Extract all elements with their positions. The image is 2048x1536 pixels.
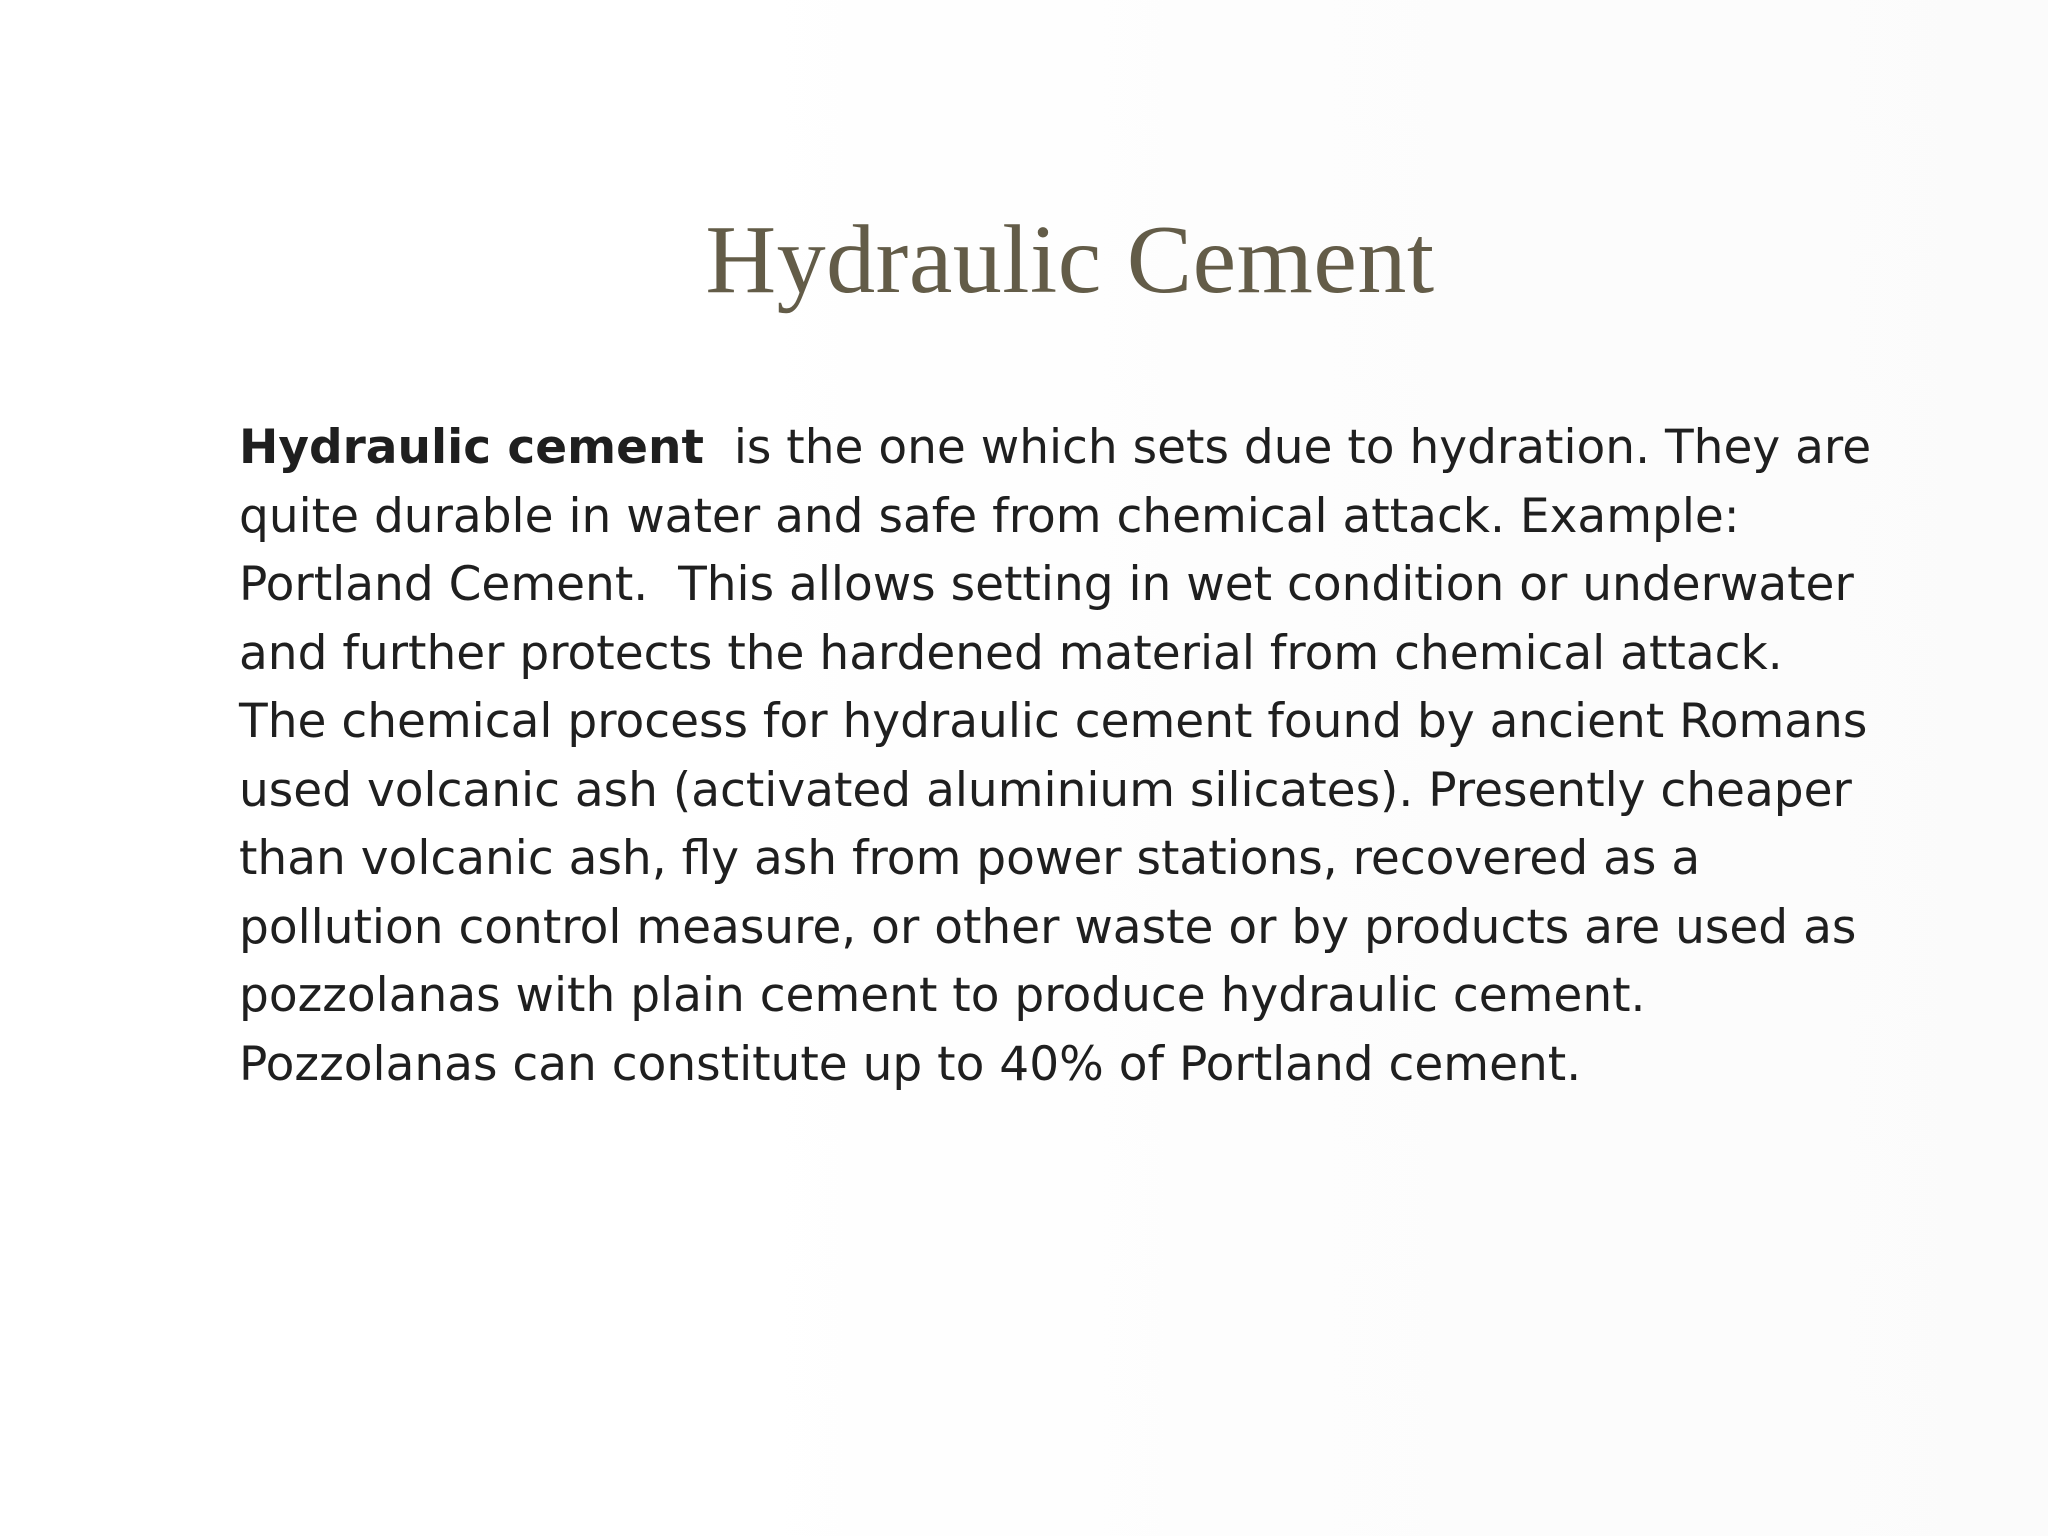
body-line-1-rest: is the one which sets due to hydration. They are xyxy=(703,420,1872,475)
defined-term: Hydraulic cement xyxy=(239,420,704,475)
slide-body-text xyxy=(239,414,1879,1099)
body-line: than volcanic ash, fly ash from power stations, recovered as a xyxy=(239,831,1701,886)
body-line: quite durable in water and safe from chemical attack. Example: xyxy=(239,488,1740,544)
body-line: used volcanic ash (activated aluminium silicates). Presently cheaper xyxy=(239,762,1852,818)
body-line-1 xyxy=(239,414,1879,483)
slide-title: Hydraulic Cement xyxy=(705,206,1435,314)
body-line: pollution control measure, or other waste or by products are used as xyxy=(239,899,1857,955)
body-line: pozzolanas with plain cement to produce hydraulic cement. xyxy=(239,968,1646,1023)
body-line: and further protects the hardened material from chemical attack. xyxy=(239,625,1783,681)
body-line: Pozzolanas can constitute up to 40% of Portland cement. xyxy=(239,1036,1582,1092)
body-line: Portland Cement. This allows setting in wet condition or underwater xyxy=(239,557,1854,612)
body-line: The chemical process for hydraulic cement found by ancient Romans xyxy=(239,694,1868,749)
